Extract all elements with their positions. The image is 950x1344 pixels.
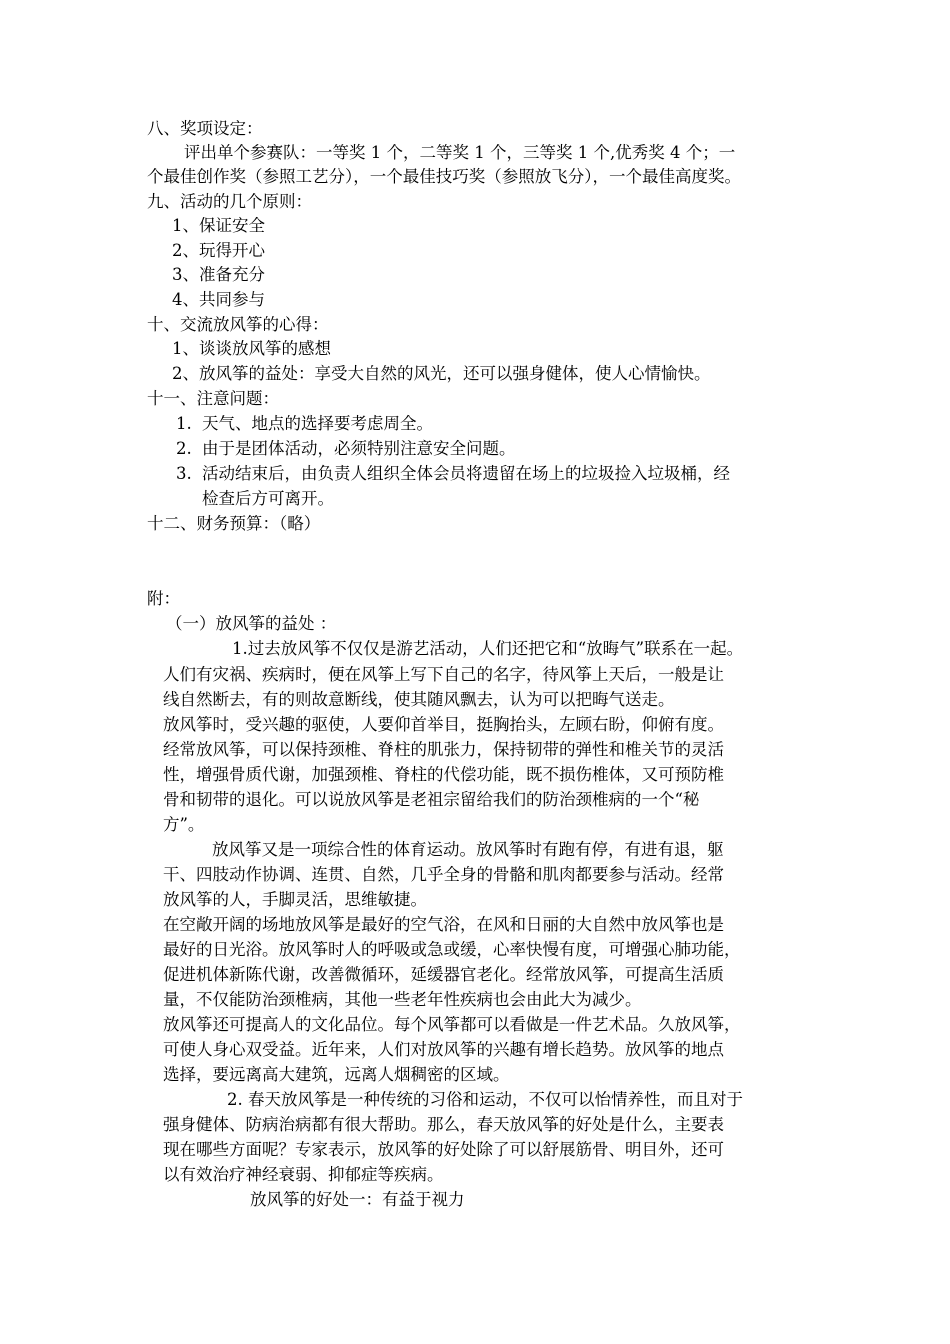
- appendix-paragraph-line: 线自然断去，有的则故意断线，使其随风飘去，认为可以把晦气送走。: [163, 690, 675, 709]
- appendix-paragraph-line: 性，增强骨质代谢，加强颈椎、脊柱的代偿功能，既不损伤椎体，又可预防椎: [163, 765, 724, 784]
- section-9-heading: 九、活动的几个原则：: [147, 192, 312, 211]
- item-number: 1.: [176, 414, 192, 433]
- appendix-paragraph-line: 经常放风筝，可以保持颈椎、脊柱的肌张力，保持韧带的弹性和椎关节的灵活: [163, 740, 724, 759]
- appendix-paragraph-line: 放风筝的人，手脚灵活，思维敏捷。: [163, 890, 427, 909]
- item-number: 2.: [176, 439, 192, 458]
- section-11-item: [176, 437, 516, 461]
- section-12-heading: 十二、财务预算：（略）: [147, 514, 321, 533]
- appendix-paragraph-line: 干、四肢动作协调、连贯、自然，几乎全身的骨骼和肌肉都要参与活动。经常: [163, 865, 724, 884]
- section-10-item: 2、放风筝的益处：享受大自然的风光，还可以强身健体，使人心情愉快。: [172, 364, 711, 383]
- section-9-item: 2、玩得开心: [172, 241, 265, 260]
- appendix-paragraph-line: 放风筝又是一项综合性的体育运动。放风筝时有跑有停，有进有退，躯: [212, 840, 724, 859]
- appendix-paragraph-line: 现在哪些方面呢？专家表示，放风筝的好处除了可以舒展筋骨、明目外，还可: [163, 1140, 724, 1159]
- appendix-paragraph-line: 1.过去放风筝不仅仅是游艺活动，人们还把它和“放晦气”联系在一起。: [232, 639, 744, 658]
- section-9-item: 3、准备充分: [172, 265, 265, 284]
- appendix-paragraph-line: 可使人身心双受益。近年来，人们对放风筝的兴趣有增长趋势。放风筝的地点: [163, 1040, 724, 1059]
- section-10-item: 1、谈谈放风筝的感想: [172, 339, 331, 358]
- section-9-item: 1、保证安全: [172, 216, 265, 235]
- section-8-heading: 八、奖项设定：: [147, 119, 263, 138]
- appendix-paragraph-line: 方”。: [163, 815, 205, 834]
- appendix-paragraph-line: 放风筝时，受兴趣的驱使，人要仰首举目，挺胸抬头，左顾右盼，仰俯有度。: [163, 715, 724, 734]
- section-8-line-2: 个最佳创作奖（参照工艺分），一个最佳技巧奖（参照放飞分），一个最佳高度奖。: [147, 167, 741, 186]
- item-number: 3.: [176, 464, 192, 483]
- section-11-item: [176, 412, 433, 436]
- section-9-item: 4、共同参与: [172, 290, 265, 309]
- appendix-subheading: （一）放风筝的益处 ：: [166, 614, 337, 633]
- appendix-paragraph-line: 最好的日光浴。放风筝时人的呼吸或急或缓，心率快慢有度，可增强心肺功能，: [163, 940, 741, 959]
- appendix-subtopic-heading: 放风筝的好处一：有益于视力: [250, 1190, 465, 1209]
- item-text: 天气、地点的选择要考虑周全。: [202, 414, 433, 433]
- item-text: 由于是团体活动，必须特别注意安全问题。: [202, 439, 516, 458]
- section-8-line-1: 评出单个参赛队：一等奖 1 个，二等奖 1 个，三等奖 1 个,优秀奖 4 个；一: [184, 143, 736, 162]
- appendix-paragraph-line: 促进机体新陈代谢，改善微循环，延缓器官老化。经常放风筝，可提高生活质: [163, 965, 724, 984]
- section-10-heading: 十、交流放风筝的心得：: [147, 315, 329, 334]
- section-11-item: [176, 462, 730, 486]
- appendix-paragraph-line: 在空敞开阔的场地放风筝是最好的空气浴，在风和日丽的大自然中放风筝也是: [163, 915, 724, 934]
- section-11-heading: 十一、注意问题：: [147, 389, 279, 408]
- section-11-item-continuation: 检查后方可离开。: [202, 489, 334, 508]
- appendix-paragraph-line: 放风筝还可提高人的文化品位。每个风筝都可以看做是一件艺术品。久放风筝，: [163, 1015, 741, 1034]
- appendix-paragraph-line: 2. 春天放风筝是一种传统的习俗和运动，不仅可以怡情养性，而且对于: [227, 1090, 743, 1109]
- appendix-paragraph-line: 选择，要远离高大建筑，远离人烟稠密的区域。: [163, 1065, 510, 1084]
- appendix-paragraph-line: 骨和韧带的退化。可以说放风筝是老祖宗留给我们的防治颈椎病的一个“秘: [163, 790, 700, 809]
- appendix-label: 附：: [147, 589, 180, 608]
- appendix-paragraph-line: 以有效治疗神经衰弱、抑郁症等疾病。: [163, 1165, 444, 1184]
- appendix-paragraph-line: 人们有灾祸、疾病时，便在风筝上写下自己的名字，待风筝上天后，一般是让: [163, 665, 724, 684]
- appendix-paragraph-line: 量，不仅能防治颈椎病，其他一些老年性疾病也会由此大为减少。: [163, 990, 642, 1009]
- appendix-paragraph-line: 强身健体、防病治病都有很大帮助。那么，春天放风筝的好处是什么，主要表: [163, 1115, 724, 1134]
- item-text: 活动结束后，由负责人组织全体会员将遗留在场上的垃圾捡入垃圾桶，经: [202, 464, 730, 483]
